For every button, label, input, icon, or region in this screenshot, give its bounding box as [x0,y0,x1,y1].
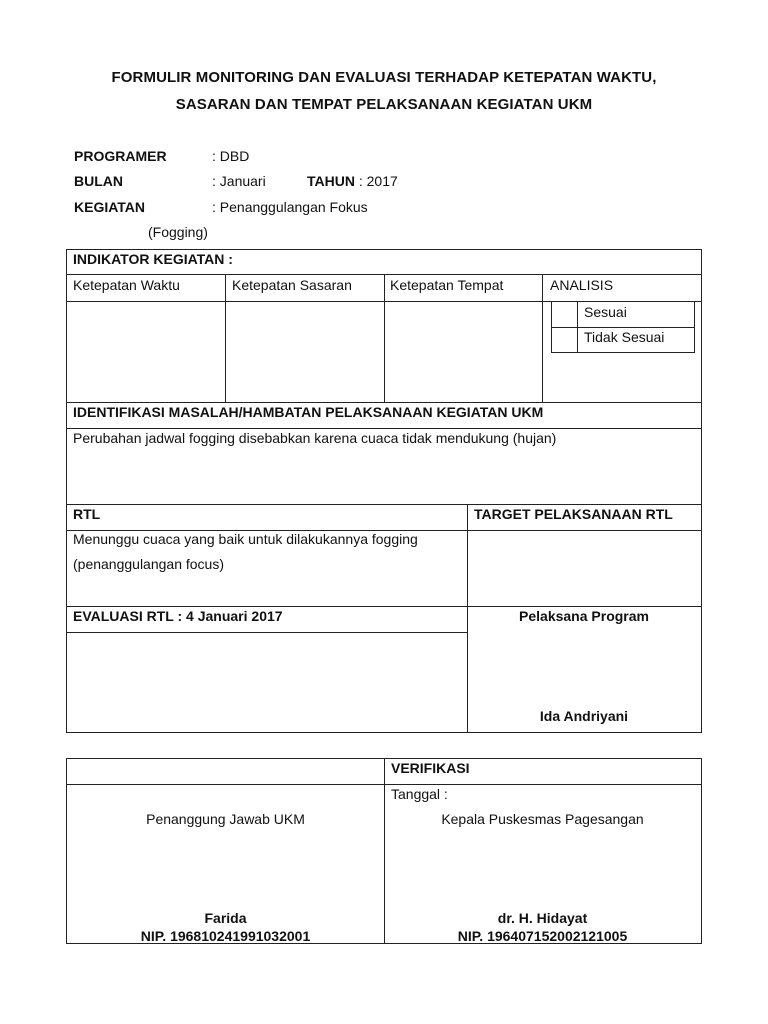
bulan-label: BULAN [74,173,123,189]
divider [67,606,701,607]
verification-table [66,758,702,944]
col-ketepatan-tempat: Ketepatan Tempat [390,277,504,293]
analysis-options-box [551,301,695,353]
programer-value: : DBD [212,148,250,164]
target-rtl-heading: TARGET PELAKSANAAN RTL [474,506,673,522]
divider [542,274,543,402]
tanggal-label: Tanggal : [391,786,448,802]
kegiatan-value-continued: (Fogging) [148,224,208,240]
kegiatan-value: : Penanggulangan Fokus [212,199,368,215]
left-signer-name: Farida [204,910,247,926]
pelaksana-label: Pelaksana Program [519,608,649,624]
bulan-value: : Januari [212,173,266,189]
divider [577,302,578,352]
rtl-heading: RTL [73,506,101,522]
kegiatan-label: KEGIATAN [74,199,146,215]
form-title-line-1: FORMULIR MONITORING DAN EVALUASI TERHADAP KETEPATAN WAKTU, [111,69,657,86]
divider [67,402,701,403]
divider [67,428,701,429]
col-ketepatan-sasaran: Ketepatan Sasaran [232,277,352,293]
left-signer-role: Penanggung Jawab UKM [146,811,305,827]
pelaksana-name: Ida Andriyani [539,708,629,724]
right-signer-name: dr. H. Hidayat [497,910,588,926]
col-analisis: ANALISIS [550,277,614,293]
indikator-heading: INDIKATOR KEGIATAN : [73,251,233,267]
form-title-line-2: SASARAN DAN TEMPAT PELAKSANAAN KEGIATAN UKM [175,96,593,113]
identifikasi-heading: IDENTIFIKASI MASALAH/HAMBATAN PELAKSANAAN KEGIATAN UKM [73,404,544,420]
rtl-text-line-2: (penanggulangan focus) [73,556,225,572]
divider [225,274,226,402]
identifikasi-text: Perubahan jadwal fogging disebabkan karena cuaca tidak mendukung (hujan) [73,430,557,446]
divider [384,274,385,402]
divider [67,504,701,505]
tidak-sesuai-label: Tidak Sesuai [584,329,665,345]
tahun-label: TAHUN [307,173,355,189]
tahun-field [307,173,398,189]
divider [67,632,467,633]
right-signer-nip: NIP. 196407152002121005 [457,928,628,944]
evaluasi-heading: EVALUASI RTL : 4 Januari 2017 [73,608,283,624]
rtl-text-line-1: Menunggu cuaca yang baik untuk dilakukannya fogging [73,531,418,547]
programer-label: PROGRAMER [74,148,167,164]
right-signer-role: Kepala Puskesmas Pagesangan [441,811,644,827]
left-signer-nip: NIP. 196810241991032001 [140,928,311,944]
verifikasi-heading: VERIFIKASI [391,760,470,776]
tahun-value: : 2017 [358,173,398,189]
col-ketepatan-waktu: Ketepatan Waktu [73,277,180,293]
sesuai-checkbox[interactable] [552,302,577,327]
monitoring-table [66,249,702,733]
sesuai-label: Sesuai [584,304,627,320]
tidak-sesuai-checkbox[interactable] [552,328,577,352]
